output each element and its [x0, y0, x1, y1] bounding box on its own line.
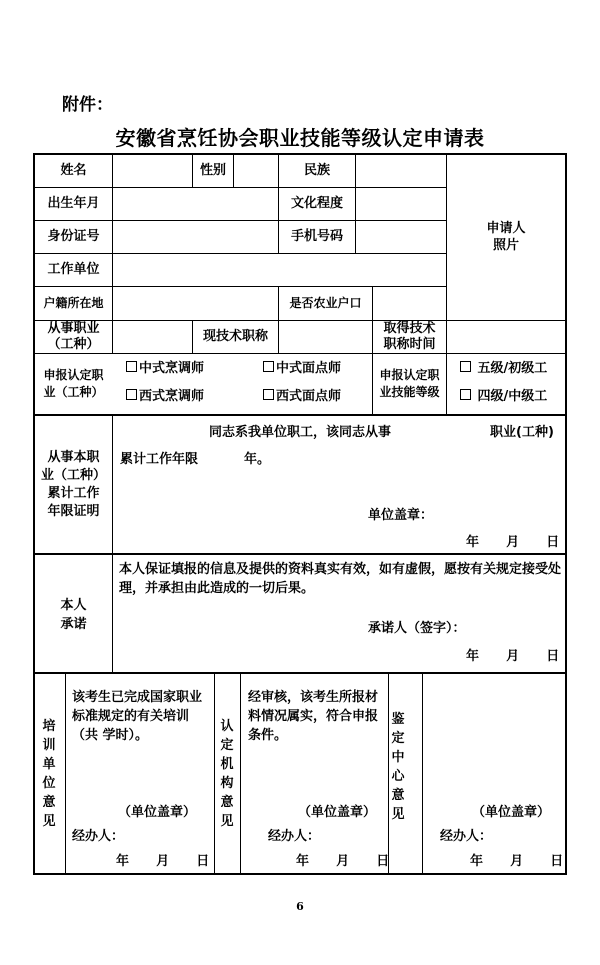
checkbox-icon[interactable] [263, 389, 274, 400]
border-top [33, 153, 567, 155]
label-center-opinion: 鉴定中心意见 [391, 712, 405, 822]
col-line [214, 672, 215, 874]
attachment-label: 附件： [62, 95, 113, 115]
checkbox-icon[interactable] [460, 361, 471, 372]
checkbox-icon[interactable] [263, 361, 274, 372]
promise-text: 本人保证填报的信息及提供的资料真实有效，如有虚假，愿按有关规定接受处理，并承担由此造成的一切后果。 [119, 562, 562, 596]
row-line [33, 220, 446, 221]
label-agri-household: 是否农业户口 [289, 296, 362, 310]
checkbox-icon[interactable] [126, 389, 137, 400]
label-workplace: 工作单位 [47, 262, 100, 277]
label-birth: 出生年月 [47, 196, 100, 211]
label-obtain-time: 取得技术 [383, 321, 436, 336]
label-occupation: 从事职业 [47, 321, 100, 336]
date-line: 年 月 日 [466, 649, 560, 664]
date-line: 年 月 日 [116, 854, 210, 869]
col-line [65, 672, 66, 874]
option-level5[interactable] [460, 361, 547, 377]
unit-seal: （单位盖章） [118, 805, 197, 820]
date-line: 年 月 日 [296, 854, 390, 869]
unit-seal: （单位盖章） [298, 805, 377, 820]
label-apply-occupation: 业（工种） [43, 385, 104, 399]
label-gender: 性别 [199, 163, 226, 178]
label-current-title: 现技术职称 [202, 329, 268, 344]
col-line [278, 320, 279, 353]
years-line1: 同志系我单位职工，该同志从事 [209, 425, 392, 440]
option-level4[interactable] [460, 389, 547, 405]
page-number: 6 [296, 900, 304, 913]
option-label: 四级/中级工 [477, 389, 548, 404]
label-household: 户籍所在地 [43, 296, 104, 310]
cert-text: 经审核，该考生所报材料情况属实，符合申报条件。 [248, 690, 379, 743]
label-promise: 本人 [60, 598, 87, 613]
col-line [112, 414, 113, 674]
label-name: 姓名 [60, 163, 87, 178]
col-line [233, 153, 234, 187]
handler: 经办人： [72, 829, 125, 844]
option-label: 五级/初级工 [477, 361, 548, 376]
border-right [565, 153, 567, 875]
label-ethnicity: 民族 [303, 163, 330, 178]
years-line1-suffix: 职业(工种) [490, 425, 554, 440]
label-cert-opinion: 认定机构意见 [220, 719, 234, 829]
label-years-proof: 从事本职 [47, 450, 100, 465]
col-line [240, 672, 241, 874]
option-label: 西式烹调师 [139, 389, 205, 404]
option-label: 中式面点师 [276, 361, 342, 376]
promise-signer: 承诺人（签字）： [368, 621, 466, 636]
years-line2-suffix: 年。 [244, 452, 271, 467]
label-photo: 照片 [492, 238, 519, 253]
form-title: 安徽省烹饪协会职业技能等级认定申请表 [115, 126, 485, 150]
row-line [33, 187, 446, 188]
date-line: 年 月 日 [470, 854, 564, 869]
col-line [388, 672, 389, 874]
label-phone: 手机号码 [290, 229, 343, 244]
label-apply-level: 业技能等级 [379, 385, 440, 399]
checkbox-icon[interactable] [460, 389, 471, 400]
label-education: 文化程度 [290, 196, 343, 211]
label-photo: 申请人 [486, 221, 526, 236]
option-western-cook[interactable] [126, 389, 204, 405]
row-line [33, 253, 446, 254]
row-line [33, 286, 446, 287]
unit-seal: 单位盖章： [368, 508, 434, 523]
option-label: 西式面点师 [276, 389, 342, 404]
label-years-proof: 年限证明 [47, 504, 100, 519]
label-obtain-time: 职称时间 [383, 337, 436, 352]
years-line2: 累计工作年限 [120, 452, 199, 467]
label-years-proof: 累计工作 [47, 486, 100, 501]
option-chinese-cook[interactable] [126, 361, 204, 377]
label-training-opinion: 培训单位意见 [42, 719, 56, 829]
col-line [372, 286, 373, 320]
label-years-proof: 业（工种） [40, 468, 106, 483]
col-line [355, 153, 356, 253]
handler: 经办人： [268, 829, 321, 844]
label-id-number: 身份证号 [47, 229, 100, 244]
label-apply-level: 申报认定职 [379, 368, 440, 382]
col-line [422, 672, 423, 874]
option-chinese-pastry[interactable] [263, 361, 341, 377]
label-promise: 承诺 [60, 617, 87, 632]
training-text: 该考生已完成国家职业标准规定的有关培训（共 学时）。 [72, 690, 203, 743]
option-western-pastry[interactable] [263, 389, 341, 405]
row-line [33, 353, 566, 354]
checkbox-icon[interactable] [126, 361, 137, 372]
option-label: 中式烹调师 [139, 361, 205, 376]
border-bottom [33, 873, 567, 875]
handler: 经办人： [440, 829, 493, 844]
label-apply-occupation: 申报认定职 [43, 368, 104, 382]
label-occupation: （工种） [47, 337, 100, 352]
date-line: 年 月 日 [466, 535, 560, 550]
col-line [446, 153, 447, 415]
col-line [112, 153, 113, 353]
unit-seal: （单位盖章） [472, 805, 551, 820]
